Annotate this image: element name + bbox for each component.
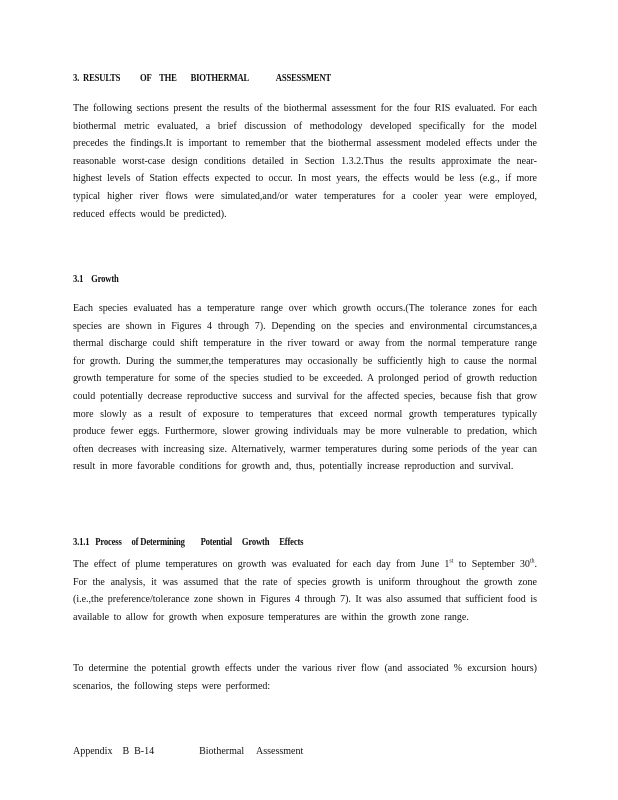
section-3-1-1-paragraph-1 xyxy=(73,556,537,626)
page-footer: Appendix B B-14 Biothermal Assessment xyxy=(73,746,304,757)
section-3-heading: 3. RESULTS OF THE BIOTHERMAL ASSESSMENT xyxy=(73,73,331,84)
p1-text-1: The effect of plume temperatures on growth was evaluated for each day from June 1 xyxy=(73,559,450,570)
section-3-paragraph: The following sections present the results of the biothermal assessment for the four RIS evaluated. For each biothermal metric evaluated, a brief discussion of methodology developed specifically for the model precedes the findings.It is important to remember that the biothermal assessment modeled effects under the reasonable worst-case design conditions detailed in Section 1.3.2.Thus the results approximate the near-highest levels of Station effects expected to occur. In most years, the effects would be less (e.g., if more typical higher river flows were simulated,and/or water temperatures for a cooler year were employed, reduced effects would be predicted). xyxy=(73,103,537,220)
section-3-1-heading: 3.1 Growth xyxy=(73,274,119,285)
section-3-1-paragraph: Each species evaluated has a temperature range over which growth occurs.(The tolerance zones for each species are shown in Figures 4 through 7). Depending on the species and environmental circumstances,a thermal discharge could shift temperature in the river toward or away from the normal temperature range for growth. During the summer,the temperatures may occasionally be sufficiently high to cause the normal growth temperature for some of the species studied to be exceeded. A prolonged period of growth reduction could potentially decrease reproductive success and survival for the affected species, because fish that grow more slowly as a result of exposure to temperatures that exceed normal growth temperatures typically produce fewer eggs. Furthermore, slower growing individuals may be more vulnerable to predation, which often decreases with increasing size. Alternatively, warmer temperatures during some periods of the year can result in more favorable conditions for growth and, thus, potentially increase reproduction and survival. xyxy=(73,303,537,473)
p1-text-2: to September 30 xyxy=(453,559,530,570)
p1-superscript-1: st xyxy=(449,558,454,565)
section-3-1-1-heading: 3.1.1 Process of Determining Potential Growth Effects xyxy=(73,537,304,548)
section-3-1-1-paragraph-2: To determine the potential growth effects under the various river flow (and associated % excursion hours) scenarios, the following steps were performed: xyxy=(73,663,537,692)
p1-superscript-2: th xyxy=(529,558,535,565)
p1-text-3: . For the analysis, it was assumed that the rate of species growth is uniform throughout the growth zone (i.e.,the preference/tolerance zone shown in Figures 4 through 7). It was also assumed that sufficient food is available to allow for growth when exposure temperatures are within the growth zone range. xyxy=(73,559,537,623)
